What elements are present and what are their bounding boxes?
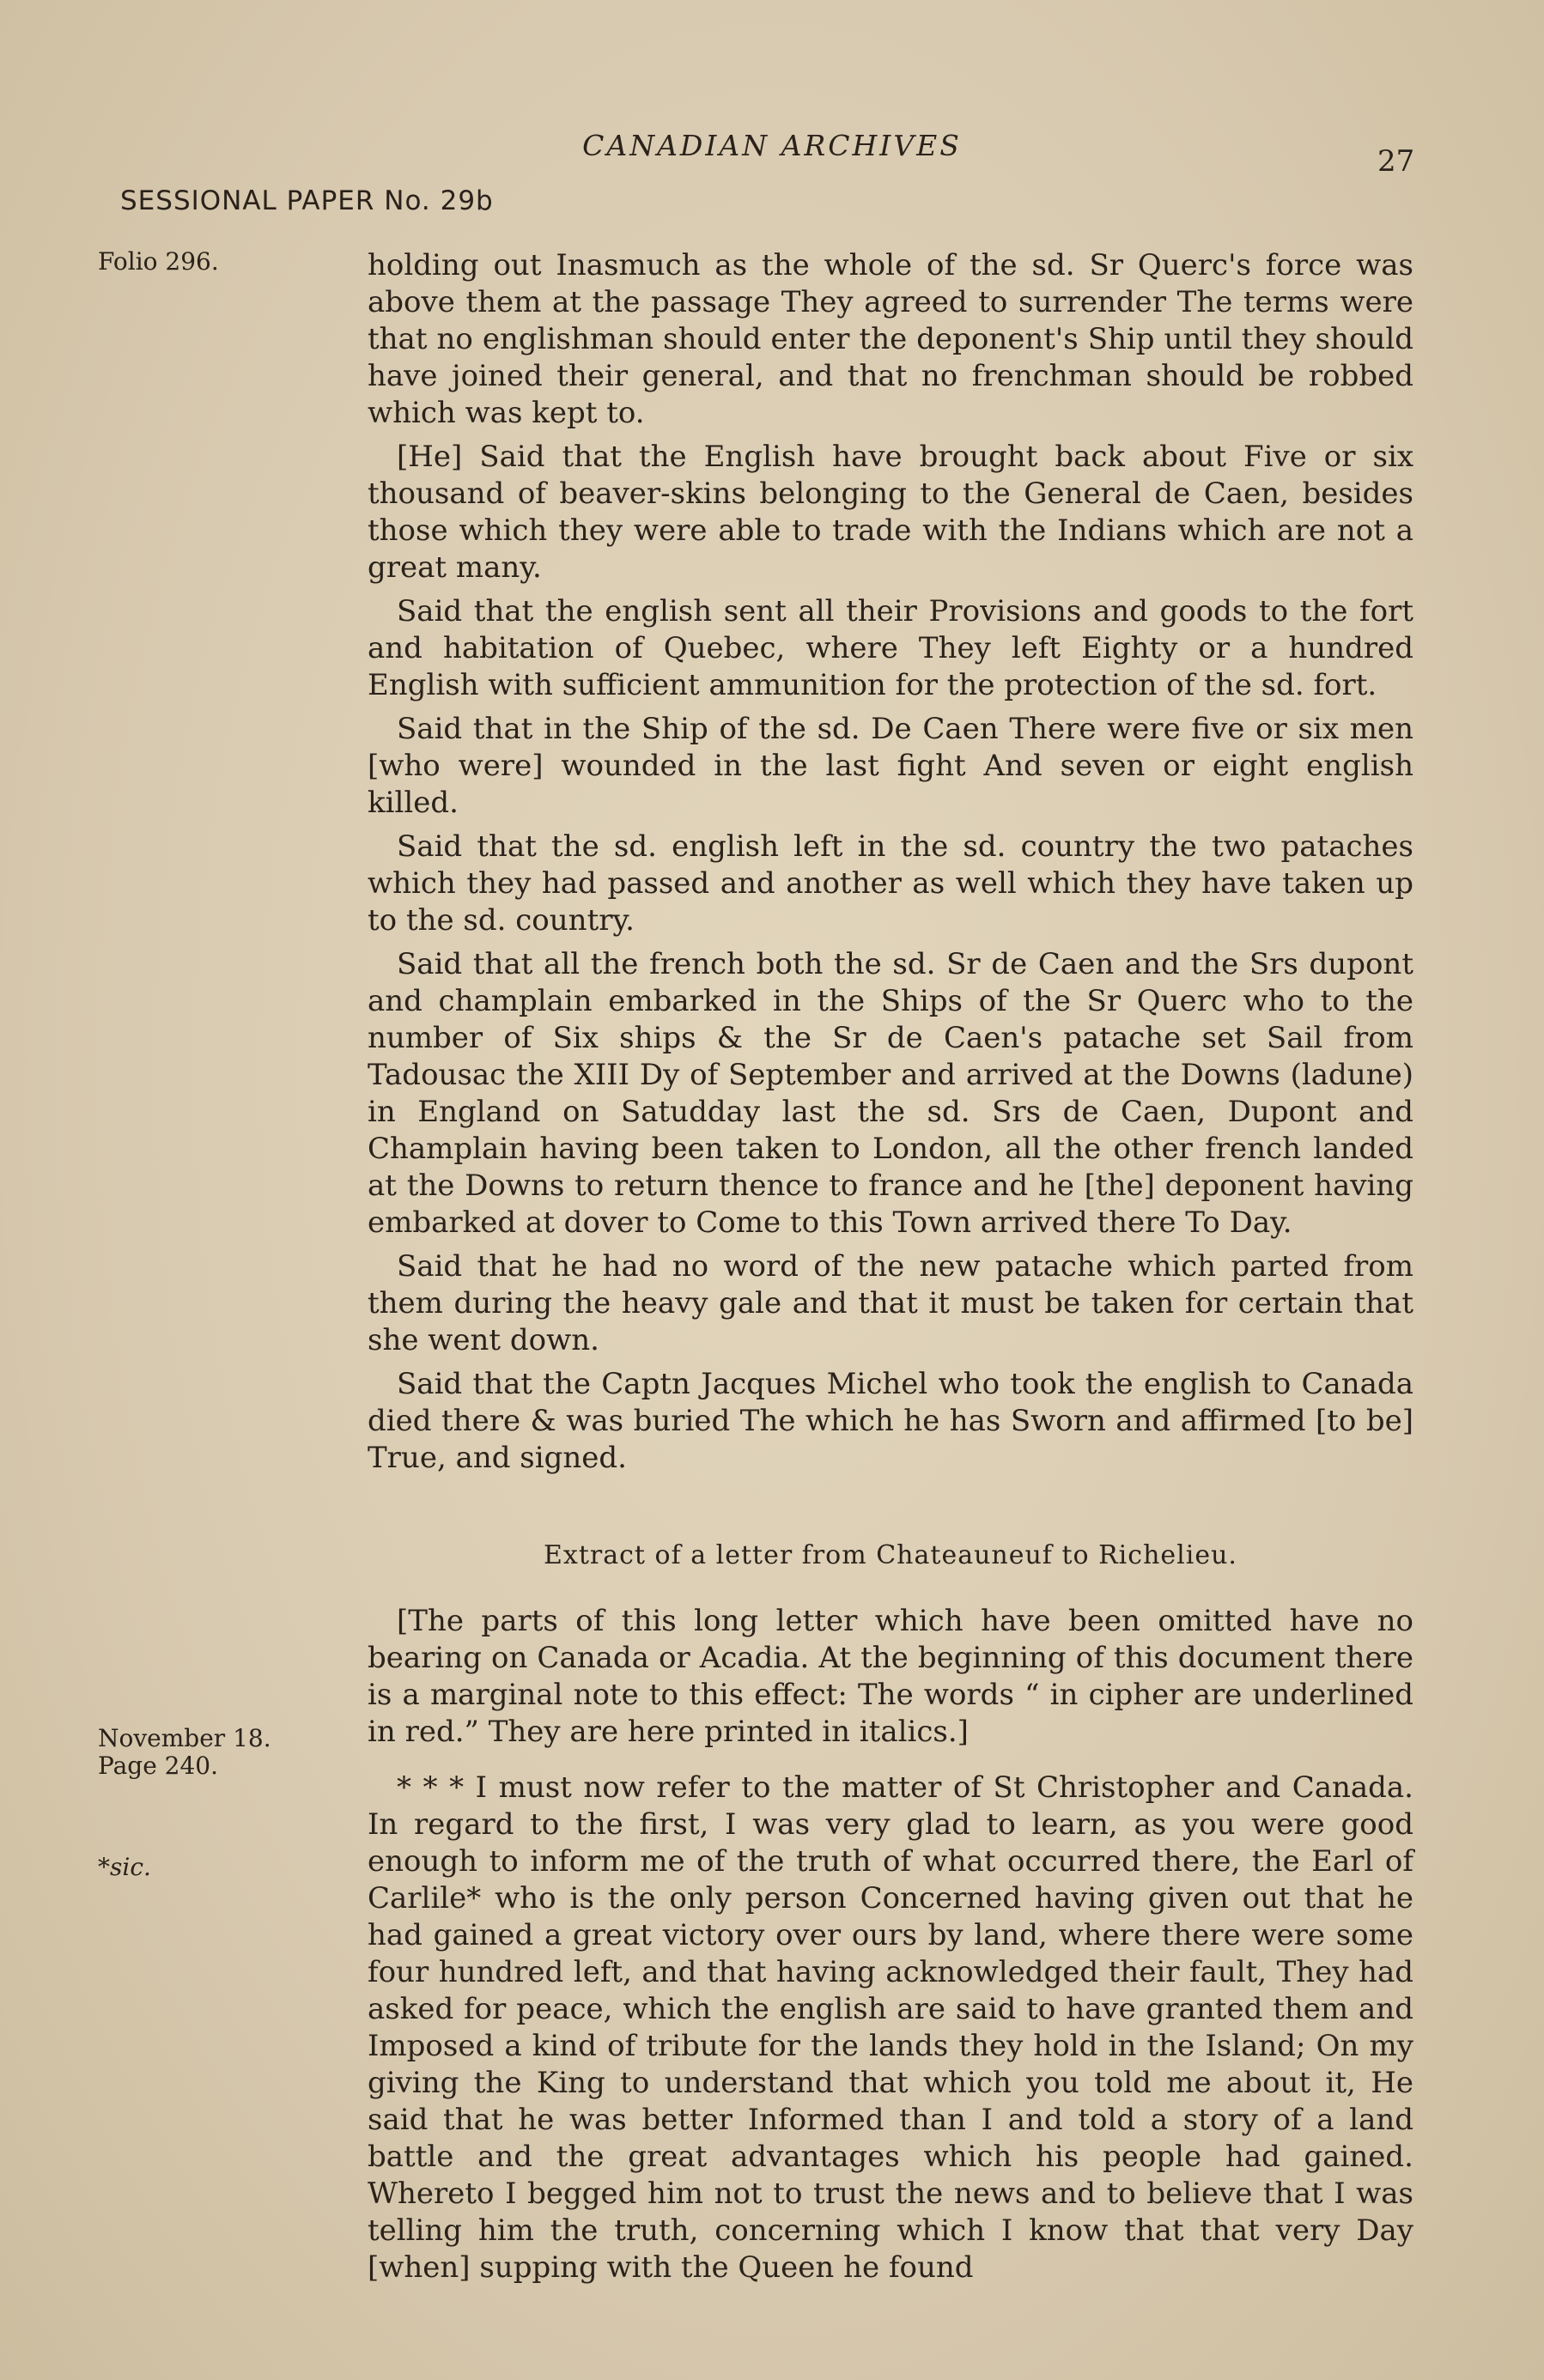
folio-note: Folio 296. [98,247,219,276]
editorial-note: [The parts of this long letter which have been omitted have no bearing on Canada or Acadia. At the beginning of this document there is a marginal note to this effect: The words “ in cipher are underlined in red.” They are here printed in italics.] [368,1604,1413,1749]
paragraph: Said that the Captn Jacques Michel who took the english to Canada died there & was buried The which he has Sworn and affirmed [to be] True, and signed. [368,1367,1413,1475]
sessional-paper-label: SESSIONAL PAPER No. 29b [120,185,494,216]
paragraph: Said that all the french both the sd. Sr de Caen and the Srs dupont and champlain embarked in the Ships of the Sr Querc who to the number of Six ships & the Sr de Caen's patache set Sail from Tadousac the XIII Dy of September and arrived at the Downs (ladune) in England on Satudday last the sd. Srs de Caen, Dupont and Champlain having been taken to London, all the other french landed at the Downs to return thence to france and he [the] deponent having embarked at dover to Come to this Town arrived there To Day. [368,947,1413,1240]
section-title: Extract of a letter from Chateauneuf to Richelieu. [544,1540,1237,1570]
paragraph: Said that he had no word of the new patache which parted from them during the heavy gale and that it must be taken for certain that she went down. [368,1249,1413,1357]
paragraph: [He] Said that the English have brought back about Five or six thousand of beaver-skins belonging to the General de Caen, besides those which they were able to trade with the Indians which are not a great many. [368,440,1413,585]
paragraph: * * * I must now refer to the matter of St Christopher and Canada. In regard to the first, I was very glad to learn, as you were good enough to inform me of the truth of what occurred there, the Earl of Carlile* who is the only person Concerned having given out that he had gained a great victory over ours by land, where there were some four hundred left, and that having acknowledged their fault, They had asked for peace, which the english are said to have granted them and Imposed a kind of tribute for the lands they hold in the Island; On my giving the King to understand that which you told me about it, He said that he was better Informed than I and told a story of a land battle and the great advantages which his people had gained. Whereto I begged him not to trust the news and to believe that I was telling him the truth, concerning which I know that that very Day [when] supping with the Queen he found [368,1770,1413,2285]
page-ref-note: Page 240. [98,1752,219,1780]
running-title: CANADIAN ARCHIVES [582,129,962,162]
paragraph: Said that the sd. english left in the sd. country the two pataches which they had passed and another as well which they have taken up to the sd. country. [368,829,1413,938]
paragraph: holding out Inasmuch as the whole of the sd. Sr Querc's force was above them at the passage They agreed to surrender The terms were that no englishman should enter the deponent's Ship until they should have joined their general, and that no frenchman should be robbed which was kept to. [368,248,1413,430]
sic-note: *sic. [98,1853,151,1881]
page-number: 27 [1377,144,1415,179]
paragraph: Said that the english sent all their Provisions and goods to the fort and habitation of Quebec, where They left Eighty or a hundred English with sufficient ammunition for the protection of the sd. fort. [368,594,1413,702]
date-note: November 18. [98,1724,271,1752]
body-text [368,247,1413,2293]
paragraph: Said that in the Ship of the sd. De Caen There were five or six men [who were] wounded in the last fight And seven or eight english killed. [368,712,1413,820]
spacer [368,1758,1413,1770]
